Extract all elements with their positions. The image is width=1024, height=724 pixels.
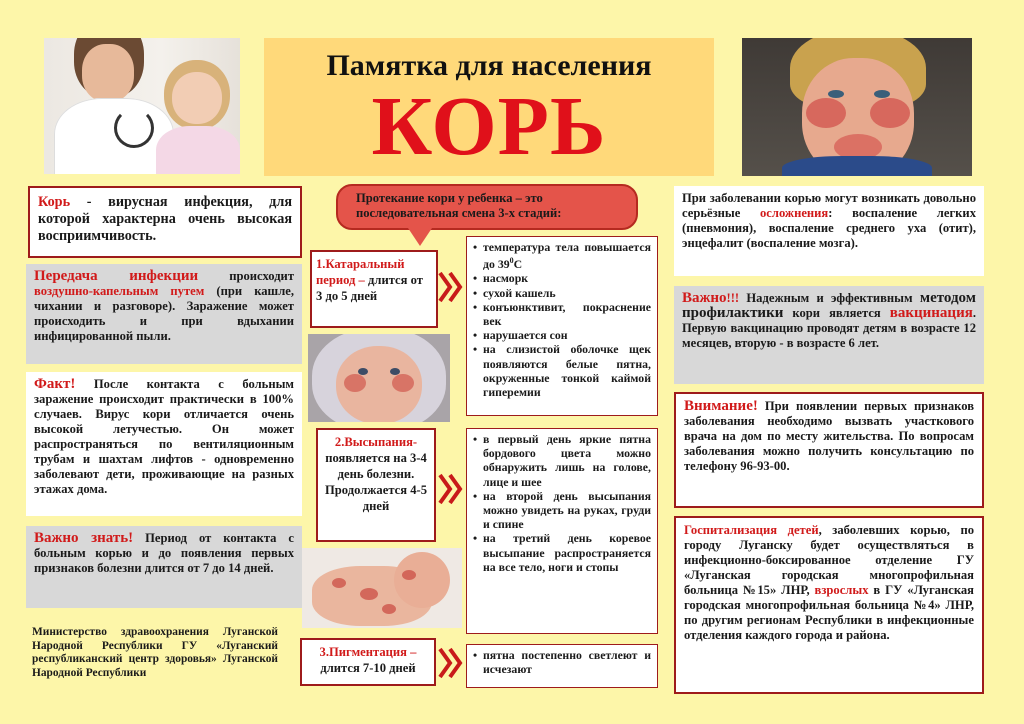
stage-2-name: 2.Высыпания- bbox=[334, 435, 418, 449]
symptom-item: • на второй день высыпания можно увидеть на руках, груди и спине bbox=[473, 489, 651, 532]
header-banner bbox=[264, 38, 714, 176]
vaccination-box bbox=[674, 286, 984, 384]
symptom-item: • на третий день коревое высыпание распространяется на все тело, ноги и стопы bbox=[473, 531, 651, 574]
hospitalization-box bbox=[674, 516, 984, 694]
symptom-item: • сухой кашель bbox=[473, 286, 651, 300]
transmission-text-2: (при кашле, чихании и разговоре). Заражение может происходить и при вдыхании инфицированной пыли. bbox=[34, 284, 294, 343]
stage-2-box bbox=[316, 428, 436, 542]
definition-box bbox=[28, 186, 302, 258]
stage-3-duration: длится 7-10 дней bbox=[320, 661, 416, 675]
stage-3-arrows bbox=[438, 646, 464, 680]
transmission-box bbox=[26, 264, 302, 364]
callout-tail bbox=[408, 228, 432, 246]
symptom-item: • пятна постепенно светлеют и исчезают bbox=[473, 648, 651, 676]
vaccination-text-3: . Первую вакцинацию проводят детям в возрасте 12 месяцев, вторую - в возрасте 6 лет. bbox=[682, 306, 976, 350]
stage-3-symptoms bbox=[466, 644, 658, 688]
fact-text: После контакта с больным заражение происходит практически в 100% случаев. Вирус кори отличается очень высокой летучестью. Он может распространяться по вентиляционным трубам и шахтам лифтов - одновременно заболевают дети, проживающие на разных этажах дома. bbox=[34, 377, 294, 496]
complications-box bbox=[674, 186, 984, 276]
stage-2-arrows bbox=[438, 472, 464, 506]
child-body-rash-photo bbox=[302, 548, 462, 628]
attention-box bbox=[674, 392, 984, 508]
stage-2-duration: появляется на 3-4 день болезни. Продолжается 4-5 дней bbox=[325, 451, 427, 513]
hospitalization-title: Госпитализация детей bbox=[684, 523, 819, 537]
stage-2-symptoms bbox=[466, 428, 658, 634]
definition-term: Корь bbox=[38, 194, 71, 210]
symptom-item: • температура тела повышается до $39^0С$ bbox=[473, 240, 651, 271]
stages-callout: Протекание кори у ребенка – это последовательная смена 3-х стадий: bbox=[336, 184, 638, 230]
incubation-text: Период от контакта с больным корью и до появления первых признаков болезни длится от 7 до 14 дней. bbox=[34, 531, 294, 575]
hospitalization-adults: взрослых bbox=[814, 583, 869, 597]
stage-1-name: 1.Катаральный период – bbox=[316, 257, 405, 287]
stage-1-arrows bbox=[438, 270, 464, 304]
doctor-child-photo bbox=[44, 38, 240, 174]
complications-word: осложнения bbox=[760, 206, 829, 220]
stage-1-box bbox=[310, 250, 438, 328]
hospitalization-text-1: , заболевших корью, по городу Луганску будет осуществляться в инфекционно-боксированное отделение ГУ «Луганская городская многопрофильная больница №15» ЛНР, bbox=[684, 523, 974, 597]
stage-1-symptoms bbox=[466, 236, 658, 416]
vaccination-text-2: кори является bbox=[783, 306, 890, 320]
symptom-item: • нарушается сон bbox=[473, 328, 651, 342]
stage-3-box bbox=[300, 638, 436, 686]
transmission-route: воздушно-капельным путем bbox=[34, 284, 205, 298]
vaccination-method: методом профилактики bbox=[682, 290, 976, 321]
transmission-title: Передача инфекции bbox=[34, 268, 199, 284]
incubation-title: Важно знать! bbox=[34, 530, 134, 546]
page-subtitle: Памятка для населения bbox=[326, 49, 652, 82]
infant-rash-photo bbox=[308, 334, 450, 422]
vaccination-title: Важно bbox=[682, 290, 727, 306]
definition-text: - вирусная инфекция, для которой характерна очень высокая восприимчивость. bbox=[38, 194, 292, 244]
symptom-item: • конъюнктивит, покраснение век bbox=[473, 300, 651, 328]
symptom-item: • насморк bbox=[473, 271, 651, 285]
symptom-item: • в первый день яркие пятна бордового цвета можно обнаружить лишь на голове, лице и шее bbox=[473, 432, 651, 489]
vaccination-text-1: Надежным и эффективным bbox=[739, 291, 920, 305]
complications-text-1: При заболевании корью могут возникать довольно серьёзные bbox=[682, 191, 976, 220]
fact-box bbox=[26, 372, 302, 516]
vaccination-word: вакцинация bbox=[889, 305, 973, 321]
vaccination-exclaim: !!! bbox=[726, 291, 740, 305]
stage-1-duration: длится от 3 до 5 дней bbox=[316, 273, 423, 303]
hospitalization-text-2: в ГУ «Луганская городская многопрофильная больница №4» ЛНР, по другим регионам Республики в инфекционные отделения каждого города и района. bbox=[684, 583, 974, 642]
attention-title: Внимание! bbox=[684, 398, 758, 414]
ministry-credit: Министерство здравоохранения Луганской Народной Республики ГУ «Луганский республиканский центр здоровья» Луганской Народной Республики bbox=[32, 626, 278, 679]
page-title: КОРЬ bbox=[371, 80, 607, 173]
stage-3-name: 3.Пигментация – bbox=[319, 645, 417, 659]
symptom-item: • на слизистой оболочке щек появляются белые пятна, окруженные тонкой каймой гиперемии bbox=[473, 342, 651, 399]
complications-text-2: : воспаление легких (пневмония), воспаление среднего уха (отит), энцефалит (воспаление мозга). bbox=[682, 206, 976, 250]
boy-rash-photo bbox=[742, 38, 972, 176]
incubation-box bbox=[26, 526, 302, 608]
transmission-text-1: происходит bbox=[198, 269, 295, 283]
fact-title: Факт! bbox=[34, 376, 76, 392]
attention-text: При появлении первых признаков заболевания необходимо вызвать участкового врача на дом по месту жительства. По вопросам заболевания можно получить консультацию по телефону 96-93-00. bbox=[684, 399, 974, 473]
